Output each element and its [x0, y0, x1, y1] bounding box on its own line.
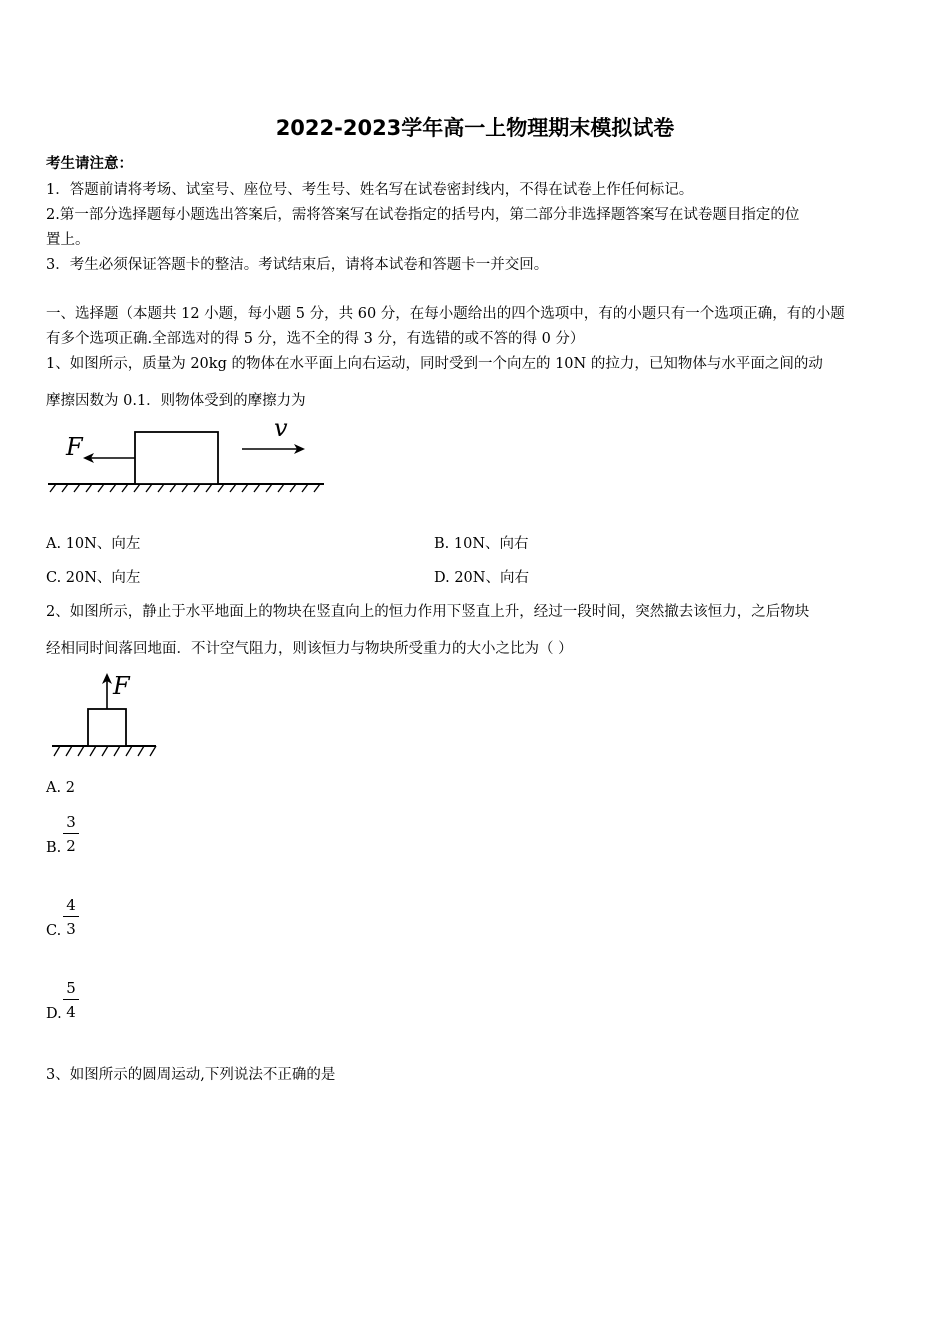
question-2-option-b-fraction — [63, 813, 79, 855]
question-2-option-a[interactable]: A. 2 — [46, 780, 75, 796]
fraction-numerator: 4 — [66, 896, 76, 914]
notice-item-1: 1．答题前请将考场、试室号、座位号、考生号、姓名写在试卷密封线内，不得在试卷上作任何标记。 — [46, 182, 694, 198]
block — [135, 432, 218, 484]
question-2-line-2: 经相同时间落回地面．不计空气阻力，则该恒力与物块所受重力的大小之比为（ ） — [46, 641, 573, 657]
section-1-header-line-1: 一、选择题（本题共 12 小题，每小题 5 分，共 60 分，在每小题给出的四个选项中，有的小题只有一个选项正确，有的小题 — [46, 306, 845, 322]
force-label: F — [113, 672, 130, 700]
question-3-line-1: 3、如图所示的圆周运动,下列说法不正确的是 — [46, 1067, 336, 1083]
ground-hatching — [54, 746, 156, 756]
question-1-line-1: 1、如图所示，质量为 20kg 的物体在水平面上向右运动，同时受到一个向左的 10N 的拉力，已知物体与水平面之间的动 — [46, 356, 823, 372]
section-1-header-line-2: 有多个选项正确.全部选对的得 5 分，选不全的得 3 分，有选错的或不答的得 0 分） — [46, 331, 585, 347]
ground-hatching — [50, 484, 320, 492]
question-2-option-d-label[interactable]: D. — [46, 1006, 62, 1022]
notice-item-3: 3．考生必须保证答题卡的整洁。考试结束后，请将本试卷和答题卡一并交回。 — [46, 257, 549, 273]
question-1-line-2: 摩擦因数为 0.1．则物体受到的摩擦力为 — [46, 393, 306, 409]
question-1-option-d[interactable]: D. 20N、向右 — [434, 570, 529, 586]
notice-item-2-cont: 置上。 — [46, 232, 90, 248]
force-label: F — [66, 433, 83, 461]
fraction-numerator: 3 — [66, 813, 76, 831]
notice-heading: 考生请注意： — [46, 155, 133, 172]
fraction-bar — [63, 916, 79, 917]
question-1-option-c[interactable]: C. 20N、向左 — [46, 570, 141, 586]
fraction-bar — [63, 999, 79, 1000]
question-1-figure — [46, 412, 331, 498]
question-1-option-a[interactable]: A. 10N、向左 — [46, 536, 141, 552]
velocity-label: v — [274, 414, 288, 442]
question-1-option-b[interactable]: B. 10N、向右 — [434, 536, 529, 552]
fraction-denominator: 2 — [66, 837, 76, 855]
question-2-option-c-label[interactable]: C. — [46, 923, 62, 939]
page-title: 2022-2023学年高一上物理期末模拟试卷 — [275, 116, 675, 140]
question-2-figure — [50, 670, 160, 762]
block — [88, 709, 126, 746]
question-2-line-1: 2、如图所示，静止于水平地面上的物块在竖直向上的恒力作用下竖直上升，经过一段时间，突然撤去该恒力，之后物块 — [46, 604, 810, 620]
question-2-option-d-fraction — [63, 979, 79, 1021]
fraction-numerator: 5 — [66, 979, 76, 997]
fraction-denominator: 4 — [66, 1003, 76, 1021]
fraction-bar — [63, 833, 79, 834]
question-2-option-b-label[interactable]: B. — [46, 840, 62, 856]
question-2-option-c-fraction — [63, 896, 79, 938]
notice-item-2: 2.第一部分选择题每小题选出答案后，需将答案写在试卷指定的括号内，第二部分非选择题答案写在试卷题目指定的位 — [46, 207, 800, 223]
fraction-denominator: 3 — [66, 920, 76, 938]
